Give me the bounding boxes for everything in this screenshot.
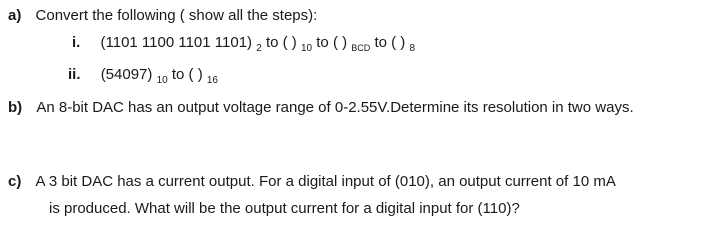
question-a-i-base4: 8 [409,43,416,54]
question-a-i-to1: to ( ) [265,34,297,51]
question-a-ii-base2: 16 [206,75,218,86]
question-b-label: b) [8,99,23,116]
question-c-line2: is produced. What will be the output current for a digital input for (110)? [49,200,520,217]
question-a-i-value: (1101 1100 1101 1101) [100,34,253,51]
question-a-label: a) [8,7,22,24]
question-a [8,7,317,25]
question-b-text: An 8-bit DAC has an output voltage range of 0-2.55V.Determine its resolution in two ways. [36,99,634,116]
question-a-ii [68,66,218,86]
question-a-i-to3: to ( ) [374,34,406,51]
question-a-i [72,34,415,54]
question-a-ii-label: ii. [68,66,81,83]
question-a-i-to2: to ( ) [316,34,348,51]
question-c-continuation [49,200,520,218]
question-a-i-base3: BCD [351,43,371,53]
question-a-text: Convert the following ( show all the steps): [35,7,318,24]
question-a-ii-base: 10 [156,75,168,86]
question-c [8,173,616,191]
question-b [8,99,634,117]
question-c-label: c) [8,173,22,190]
question-a-i-base: 2 [256,43,262,54]
question-a-ii-value: (54097) [100,66,153,83]
question-a-i-label: i. [72,34,81,51]
question-a-ii-to1: to ( ) [171,66,203,83]
question-a-i-base2: 10 [300,43,313,54]
question-c-line1: A 3 bit DAC has a current output. For a digital input of (010), an output current of 10 mA [35,173,616,190]
